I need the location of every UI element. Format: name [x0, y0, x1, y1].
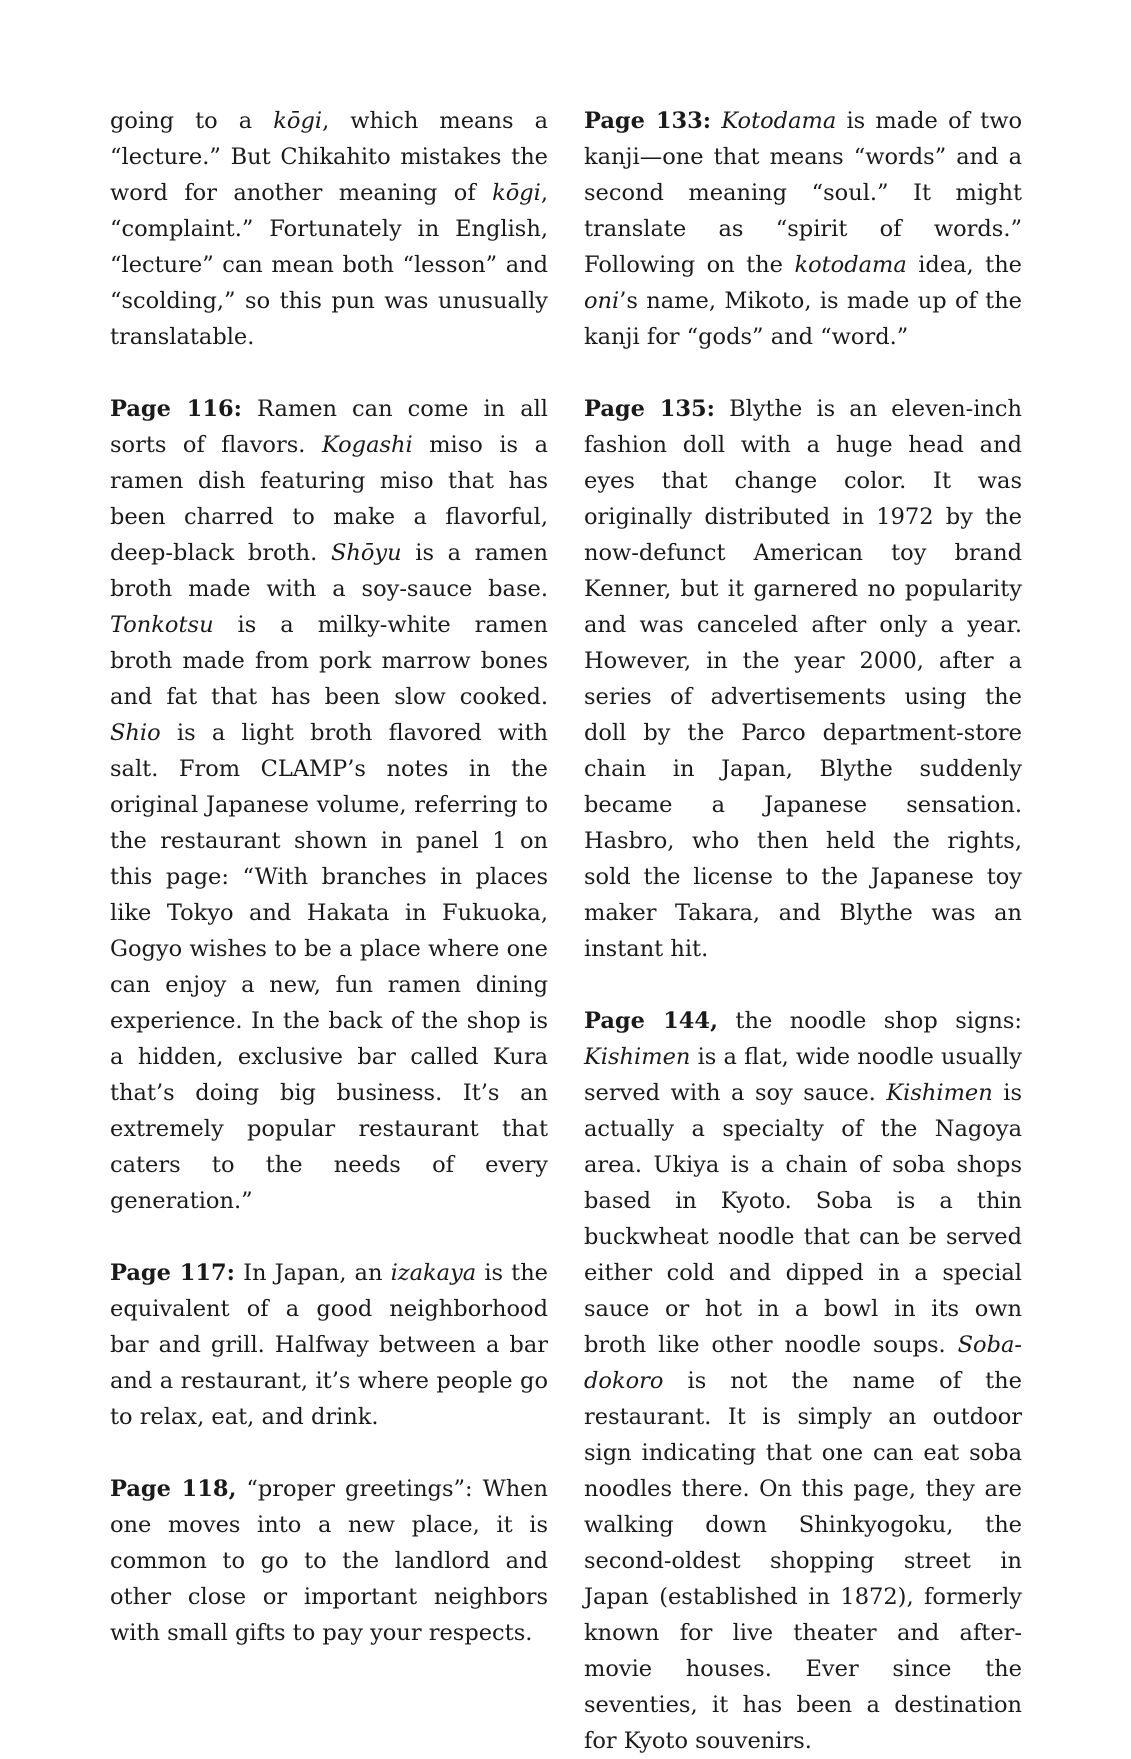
note-text: ’s name, Mikoto, is made up of the kanji for “gods” and “word.” — [584, 288, 1022, 350]
note-text: In Japan, an — [235, 1260, 391, 1286]
note-paragraph — [110, 103, 548, 355]
note-text: is a ramen broth made with a soy-sauce base. — [110, 540, 548, 602]
italic-term: kotodama — [794, 252, 907, 278]
italic-term: Shio — [110, 720, 161, 746]
italic-term: Kotodama — [721, 108, 837, 134]
note-text: is not the name of the restaurant. It is simply an outdoor sign indicating that one can eat soba noodles there. On this page, they are walking down Shinkyogoku, the second-oldest shopping street in Japan (established in 1872), formerly known for live theater and after-movie houses. Ever since the seventies, it has been a destination for Kyoto souvenirs. — [584, 1368, 1022, 1754]
right-column — [584, 103, 1022, 1759]
note-text: is a milky-white ramen broth made from pork marrow bones and fat that has been slow cooked. — [110, 612, 548, 710]
note-paragraph — [584, 103, 1022, 355]
italic-term: Kogashi — [321, 432, 413, 458]
note-text: the noodle shop signs: — [717, 1008, 1022, 1034]
note-text — [711, 108, 721, 134]
note-text: is a flat, wide noodle usually served with a soy sauce. — [584, 1044, 1022, 1106]
note-paragraph — [584, 391, 1022, 967]
note-text: going to a — [110, 108, 274, 134]
italic-term: Kishimen — [584, 1044, 691, 1070]
italic-term: kōgi — [492, 180, 541, 206]
note-paragraph — [110, 1471, 548, 1651]
note-paragraph — [110, 391, 548, 1219]
italic-term: oni — [584, 288, 620, 314]
page-reference: Page 133: — [584, 108, 712, 134]
note-text: is the equivalent of a good neighborhood bar and grill. Halfway between a bar and a restaurant, it’s where people go to relax, eat, and drink. — [110, 1260, 549, 1430]
note-text: idea, the — [906, 252, 1022, 278]
note-text: , which means a “lecture.” But Chikahito mistakes the word for another meaning of — [110, 108, 548, 206]
note-paragraph — [110, 1255, 548, 1435]
italic-term: kōgi — [273, 108, 323, 134]
italic-term: Tonkotsu — [110, 612, 214, 638]
italic-term: Shōyu — [330, 540, 402, 566]
note-text: is a light broth flavored with salt. From CLAMP’s notes in the original Japanese volume, referring to the restaurant shown in panel 1 on this page: “With branches in places like Tokyo and Hakata in Fukuoka, Gogyo wishes to be a place where one can enjoy a new, fun ramen dining experience. In the back of the shop is a hidden, exclusive bar called Kura that’s doing big business. It’s an extremely popular restaurant that caters to the needs of every generation.” — [110, 720, 548, 1214]
note-text: , “complaint.” Fortunately in English, “lecture” can mean both “lesson” and “scolding,” so this pun was unusually translatable. — [110, 180, 548, 350]
page-reference: Page 118, — [110, 1476, 237, 1502]
page-reference: Page 116: — [110, 396, 242, 422]
left-column — [110, 103, 548, 1651]
italic-term: Soba-dokoro — [584, 1332, 1022, 1394]
italic-term: izakaya — [390, 1260, 477, 1286]
page-reference: Page 144, — [584, 1008, 718, 1034]
page-reference: Page 135: — [584, 396, 715, 422]
italic-term: Kishimen — [886, 1080, 993, 1106]
note-text: miso is a ramen dish featuring miso that has been charred to make a flavorful, deep-black broth. — [110, 432, 548, 566]
note-text: “proper greetings”: When one moves into a new place, it is common to go to the landlord and other close or important neighbors with small gifts to pay your respects. — [110, 1476, 548, 1646]
note-paragraph — [584, 1003, 1022, 1759]
note-text: Blythe is an eleven-inch fashion doll with a huge head and eyes that change color. It was originally distributed in 1972 by the now-defunct American toy brand Kenner, but it garnered no popularity and was canceled after only a year. However, in the year 2000, after a series of advertisements using the doll by the Parco department-store chain in Japan, Blythe suddenly became a Japanese sensation. Hasbro, who then held the rights, sold the license to the Japanese toy maker Takara, and Blythe was an instant hit. — [584, 396, 1022, 962]
note-text: Ramen can come in all sorts of flavors. — [110, 396, 549, 458]
note-text: is actually a specialty of the Nagoya area. Ukiya is a chain of soba shops based in Kyoto. Soba is a thin buckwheat noodle that can be served either cold and dipped in a special sauce or hot in a bowl in its own broth like other noodle soups. — [584, 1080, 1022, 1358]
page-reference: Page 117: — [110, 1260, 235, 1286]
note-text: is made of two kanji—one that means “words” and a second meaning “soul.” It might translate as “spirit of words.” Following on the — [584, 108, 1023, 278]
